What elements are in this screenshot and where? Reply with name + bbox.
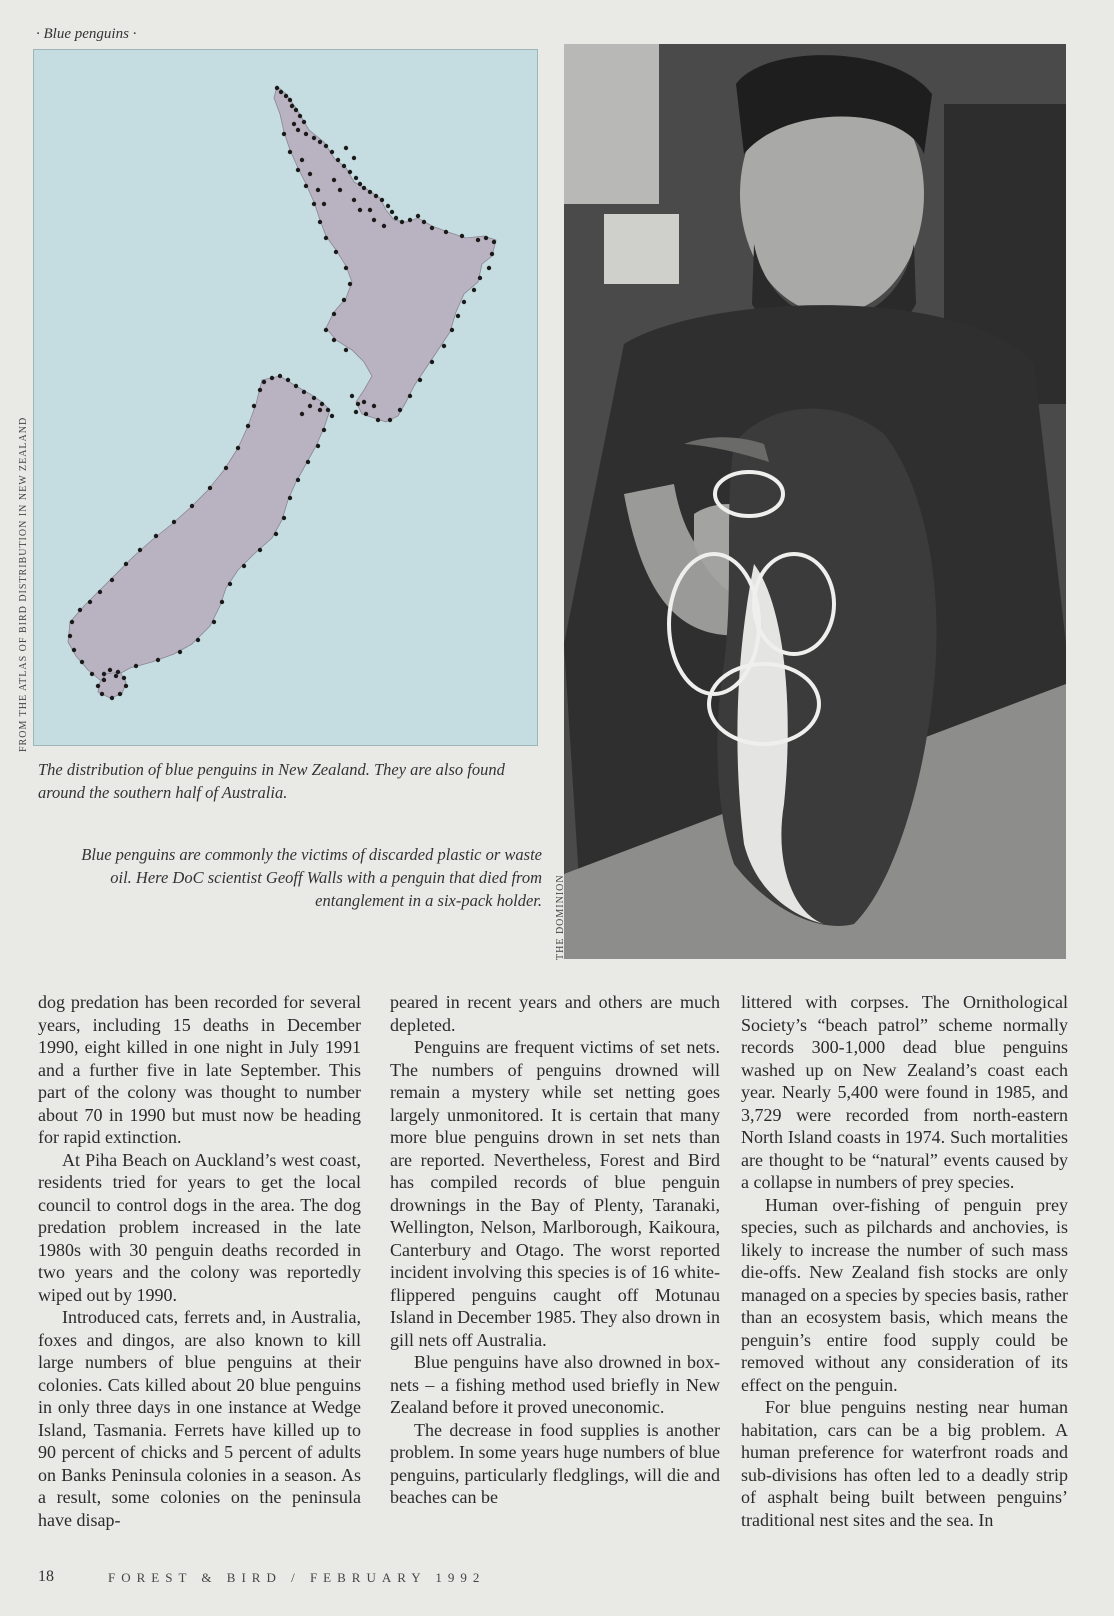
paragraph: Blue penguins have also drowned in box-nets – a fishing method used briefly in New Zealand before it proved uneconomic.	[390, 1352, 720, 1417]
distribution-dot	[172, 520, 176, 524]
paragraph: For blue penguins nesting near human habitation, cars can be a big problem. A human preference for waterfront roads and sub-divisions has often led to a deadly strip of asphalt being built between penguins’ traditional nest sites and the sea. In	[741, 1397, 1068, 1530]
distribution-dot	[292, 122, 296, 126]
distribution-dot	[304, 132, 308, 136]
distribution-dot	[282, 132, 286, 136]
distribution-dot	[342, 164, 346, 168]
distribution-dot	[300, 412, 304, 416]
distribution-dot	[352, 156, 356, 160]
distribution-dot	[306, 460, 310, 464]
distribution-dot	[324, 236, 328, 240]
distribution-dot	[322, 428, 326, 432]
distribution-dot	[348, 282, 352, 286]
article-column-1	[38, 991, 361, 1531]
distribution-dot	[478, 276, 482, 280]
distribution-dot	[228, 582, 232, 586]
distribution-dot	[472, 288, 476, 292]
distribution-dot	[352, 198, 356, 202]
distribution-dot	[312, 136, 316, 140]
distribution-dot	[246, 424, 250, 428]
page-number: 18	[38, 1568, 54, 1585]
distribution-dot	[324, 328, 328, 332]
distribution-dot	[422, 220, 426, 224]
distribution-dot	[220, 600, 224, 604]
distribution-dot	[124, 684, 128, 688]
distribution-dot	[442, 344, 446, 348]
distribution-dot	[212, 620, 216, 624]
distribution-dot	[318, 408, 322, 412]
distribution-dot	[275, 86, 279, 90]
distribution-dot	[274, 532, 278, 536]
distribution-dot	[114, 674, 118, 678]
distribution-dot	[380, 198, 384, 202]
distribution-dot	[284, 94, 288, 98]
distribution-dot	[294, 108, 298, 112]
paragraph: At Piha Beach on Auckland’s west coast, residents tried for years to get the local council to control dogs in the area. The dog predation problem increased in the late 1980s with 30 penguin deaths recorded in two years and the colony was reportedly wiped out by 1990.	[38, 1149, 361, 1305]
paragraph: dog predation has been recorded for several years, including 15 deaths in December 1990, eight killed in one night in July 1991 and a further five in late September. This part of the colony was thought to number about 70 in 1990 but must now be heading for rapid extinction.	[38, 992, 361, 1147]
distribution-dot	[462, 300, 466, 304]
distribution-dot	[288, 150, 292, 154]
distribution-dot	[376, 418, 380, 422]
distribution-dot	[302, 390, 306, 394]
distribution-map	[33, 49, 538, 746]
distribution-dot	[372, 218, 376, 222]
distribution-dot	[362, 400, 366, 404]
distribution-dot	[400, 220, 404, 224]
distribution-dot	[88, 600, 92, 604]
south-island-shape	[68, 376, 330, 680]
distribution-dot	[302, 120, 306, 124]
distribution-dot	[416, 214, 420, 218]
distribution-dot	[332, 178, 336, 182]
distribution-dot	[418, 378, 422, 382]
distribution-dot	[122, 676, 126, 680]
distribution-dot	[154, 534, 158, 538]
distribution-dot	[364, 412, 368, 416]
distribution-dot	[178, 650, 182, 654]
distribution-dot	[430, 360, 434, 364]
paragraph: peared in recent years and others are much depleted.	[390, 992, 720, 1035]
distribution-dot	[382, 224, 386, 228]
distribution-dot	[279, 90, 283, 94]
distribution-dot	[318, 220, 322, 224]
distribution-dot	[456, 314, 460, 318]
distribution-dot	[124, 562, 128, 566]
distribution-dot	[354, 410, 358, 414]
photo-scientist-with-penguin	[564, 44, 1066, 959]
north-island-shape	[274, 86, 496, 422]
distribution-dot	[388, 418, 392, 422]
distribution-dot	[450, 328, 454, 332]
distribution-dot	[344, 348, 348, 352]
distribution-dot	[282, 516, 286, 520]
distribution-dot	[476, 238, 480, 242]
distribution-dot	[296, 168, 300, 172]
distribution-dot	[288, 98, 292, 102]
distribution-dot	[344, 266, 348, 270]
distribution-dot	[156, 658, 160, 662]
distribution-dot	[118, 692, 122, 696]
distribution-dot	[372, 404, 376, 408]
distribution-dot	[487, 266, 491, 270]
distribution-dot	[348, 170, 352, 174]
distribution-dot	[208, 486, 212, 490]
distribution-dot	[358, 182, 362, 186]
distribution-dot	[108, 668, 112, 672]
distribution-dot	[300, 158, 304, 162]
distribution-dot	[298, 114, 302, 118]
paragraph: The decrease in food supplies is another problem. In some years huge numbers of blue penguins, particularly fledglings, will die and beaches can be	[390, 1419, 720, 1507]
distribution-dot	[224, 466, 228, 470]
distribution-dot	[98, 590, 102, 594]
distribution-dot	[312, 396, 316, 400]
distribution-dot	[330, 150, 334, 154]
distribution-dot	[368, 190, 372, 194]
distribution-dot	[408, 394, 412, 398]
distribution-dot	[242, 564, 246, 568]
distribution-dot	[354, 176, 358, 180]
distribution-dot	[258, 548, 262, 552]
distribution-dot	[102, 678, 106, 682]
distribution-dot	[68, 634, 72, 638]
distribution-dot	[78, 608, 82, 612]
distribution-dot	[190, 504, 194, 508]
distribution-dot	[90, 672, 94, 676]
distribution-dot	[262, 380, 266, 384]
paragraph: Penguins are frequent victims of set nets. The numbers of penguins drowned will remain a mystery while set netting goes largely unmonitored. It is certain that many more blue penguins drown in set nets than are reported. Nevertheless, Forest and Bird has compiled records of blue penguin drownings in the Bay of Plenty, Taranaki, Wellington, Nelson, Marlborough, Kaikoura, Canterbury and Otago. The worst reported incident involving this species is of 16 white-flippered penguins caught off Motunau Island in December 1985. They also drown in gill nets off Australia.	[390, 1037, 720, 1350]
distribution-dot	[286, 378, 290, 382]
article-column-3	[741, 991, 1068, 1531]
distribution-dot	[296, 478, 300, 482]
article-column-2	[390, 991, 720, 1509]
distribution-dot	[196, 638, 200, 642]
distribution-dot	[110, 578, 114, 582]
distribution-dot	[134, 664, 138, 668]
distribution-dot	[350, 394, 354, 398]
distribution-dot	[308, 172, 312, 176]
distribution-dot	[288, 496, 292, 500]
distribution-dot	[332, 312, 336, 316]
distribution-dot	[492, 240, 496, 244]
distribution-dot	[386, 204, 390, 208]
distribution-dot	[278, 374, 282, 378]
running-head: · Blue penguins ·	[36, 26, 137, 42]
photo-illustration	[564, 44, 1066, 959]
distribution-dot	[490, 252, 494, 256]
distribution-dot	[80, 660, 84, 664]
distribution-dot	[72, 648, 76, 652]
distribution-dot	[368, 208, 372, 212]
distribution-dot	[332, 338, 336, 342]
paragraph: Introduced cats, ferrets and, in Australia, foxes and dingos, are also known to kill large numbers of blue penguins at their colonies. Cats killed about 20 blue penguins in only three days in one instance at Wedge Island, Tasmania. Ferrets have killed up to 90 percent of chicks and 5 percent of adults on Banks Peninsula colonies in a season. As a result, some colonies on the peninsula have disap-	[38, 1307, 361, 1530]
distribution-dot	[318, 140, 322, 144]
distribution-dot	[460, 234, 464, 238]
distribution-dot	[444, 230, 448, 234]
distribution-dot	[116, 670, 120, 674]
distribution-dot	[362, 186, 366, 190]
photo-credit-text: THE DOMINION	[555, 874, 566, 960]
distribution-dot	[290, 104, 294, 108]
distribution-dot	[308, 404, 312, 408]
distribution-dot	[96, 684, 100, 688]
distribution-dot	[398, 408, 402, 412]
distribution-dot	[320, 402, 324, 406]
distribution-dot	[252, 404, 256, 408]
distribution-dot	[344, 146, 348, 150]
distribution-dot	[102, 672, 106, 676]
distribution-dot	[304, 184, 308, 188]
paragraph: Human over-fishing of penguin prey species, such as pilchards and anchovies, is likely to increase the number of such mass die-offs. New Zealand fish stocks are only managed on a species by species basis, rather than an ecosystem basis, which means the penguin’s entire food supply could be removed without any consideration of its effect on the penguin.	[741, 1194, 1068, 1395]
publication-line: FOREST & BIRD / FEBRUARY 1992	[108, 1570, 486, 1585]
distribution-dot	[294, 384, 298, 388]
paragraph: littered with corpses. The Ornithological Society’s “beach patrol” scheme normally records 300-1,000 dead blue penguins washed up on New Zealand’s coast each year. Nearly 5,400 were found in 1985, and 3,729 were recorded from north-eastern North Island coasts in 1974. Such mortalities are thought to be “natural” events caused by a collapse in numbers of prey species.	[741, 992, 1068, 1192]
distribution-dot	[390, 210, 394, 214]
distribution-dot	[338, 188, 342, 192]
distribution-dot	[408, 218, 412, 222]
distribution-dot	[336, 158, 340, 162]
distribution-dot	[342, 298, 346, 302]
distribution-dot	[270, 376, 274, 380]
distribution-dot	[484, 236, 488, 240]
distribution-dot	[330, 414, 334, 418]
distribution-dot	[70, 620, 74, 624]
distribution-dot	[394, 216, 398, 220]
distribution-dot	[324, 144, 328, 148]
distribution-dot	[358, 208, 362, 212]
photo-caption: Blue penguins are commonly the victims of discarded plastic or waste oil. Here DoC scientist Geoff Walls with a penguin that died from entanglement in a six-pack holder.	[81, 845, 542, 910]
distribution-dot	[110, 696, 114, 700]
map-caption: The distribution of blue penguins in New Zealand. They are also found around the southern half of Australia.	[38, 760, 505, 802]
distribution-dot	[236, 446, 240, 450]
distribution-dot	[334, 250, 338, 254]
distribution-dot	[316, 444, 320, 448]
distribution-dot	[258, 388, 262, 392]
distribution-dot	[322, 202, 326, 206]
distribution-dot	[138, 548, 142, 552]
distribution-dot	[374, 194, 378, 198]
distribution-dot	[316, 188, 320, 192]
distribution-dot	[100, 692, 104, 696]
map-credit-text: FROM THE ATLAS OF BIRD DISTRIBUTION IN NEW ZEALAND	[18, 416, 29, 752]
distribution-dot	[296, 128, 300, 132]
distribution-dot	[356, 402, 360, 406]
distribution-dot	[326, 408, 330, 412]
new-zealand-map	[34, 50, 538, 746]
distribution-dot	[312, 202, 316, 206]
distribution-dot	[430, 226, 434, 230]
